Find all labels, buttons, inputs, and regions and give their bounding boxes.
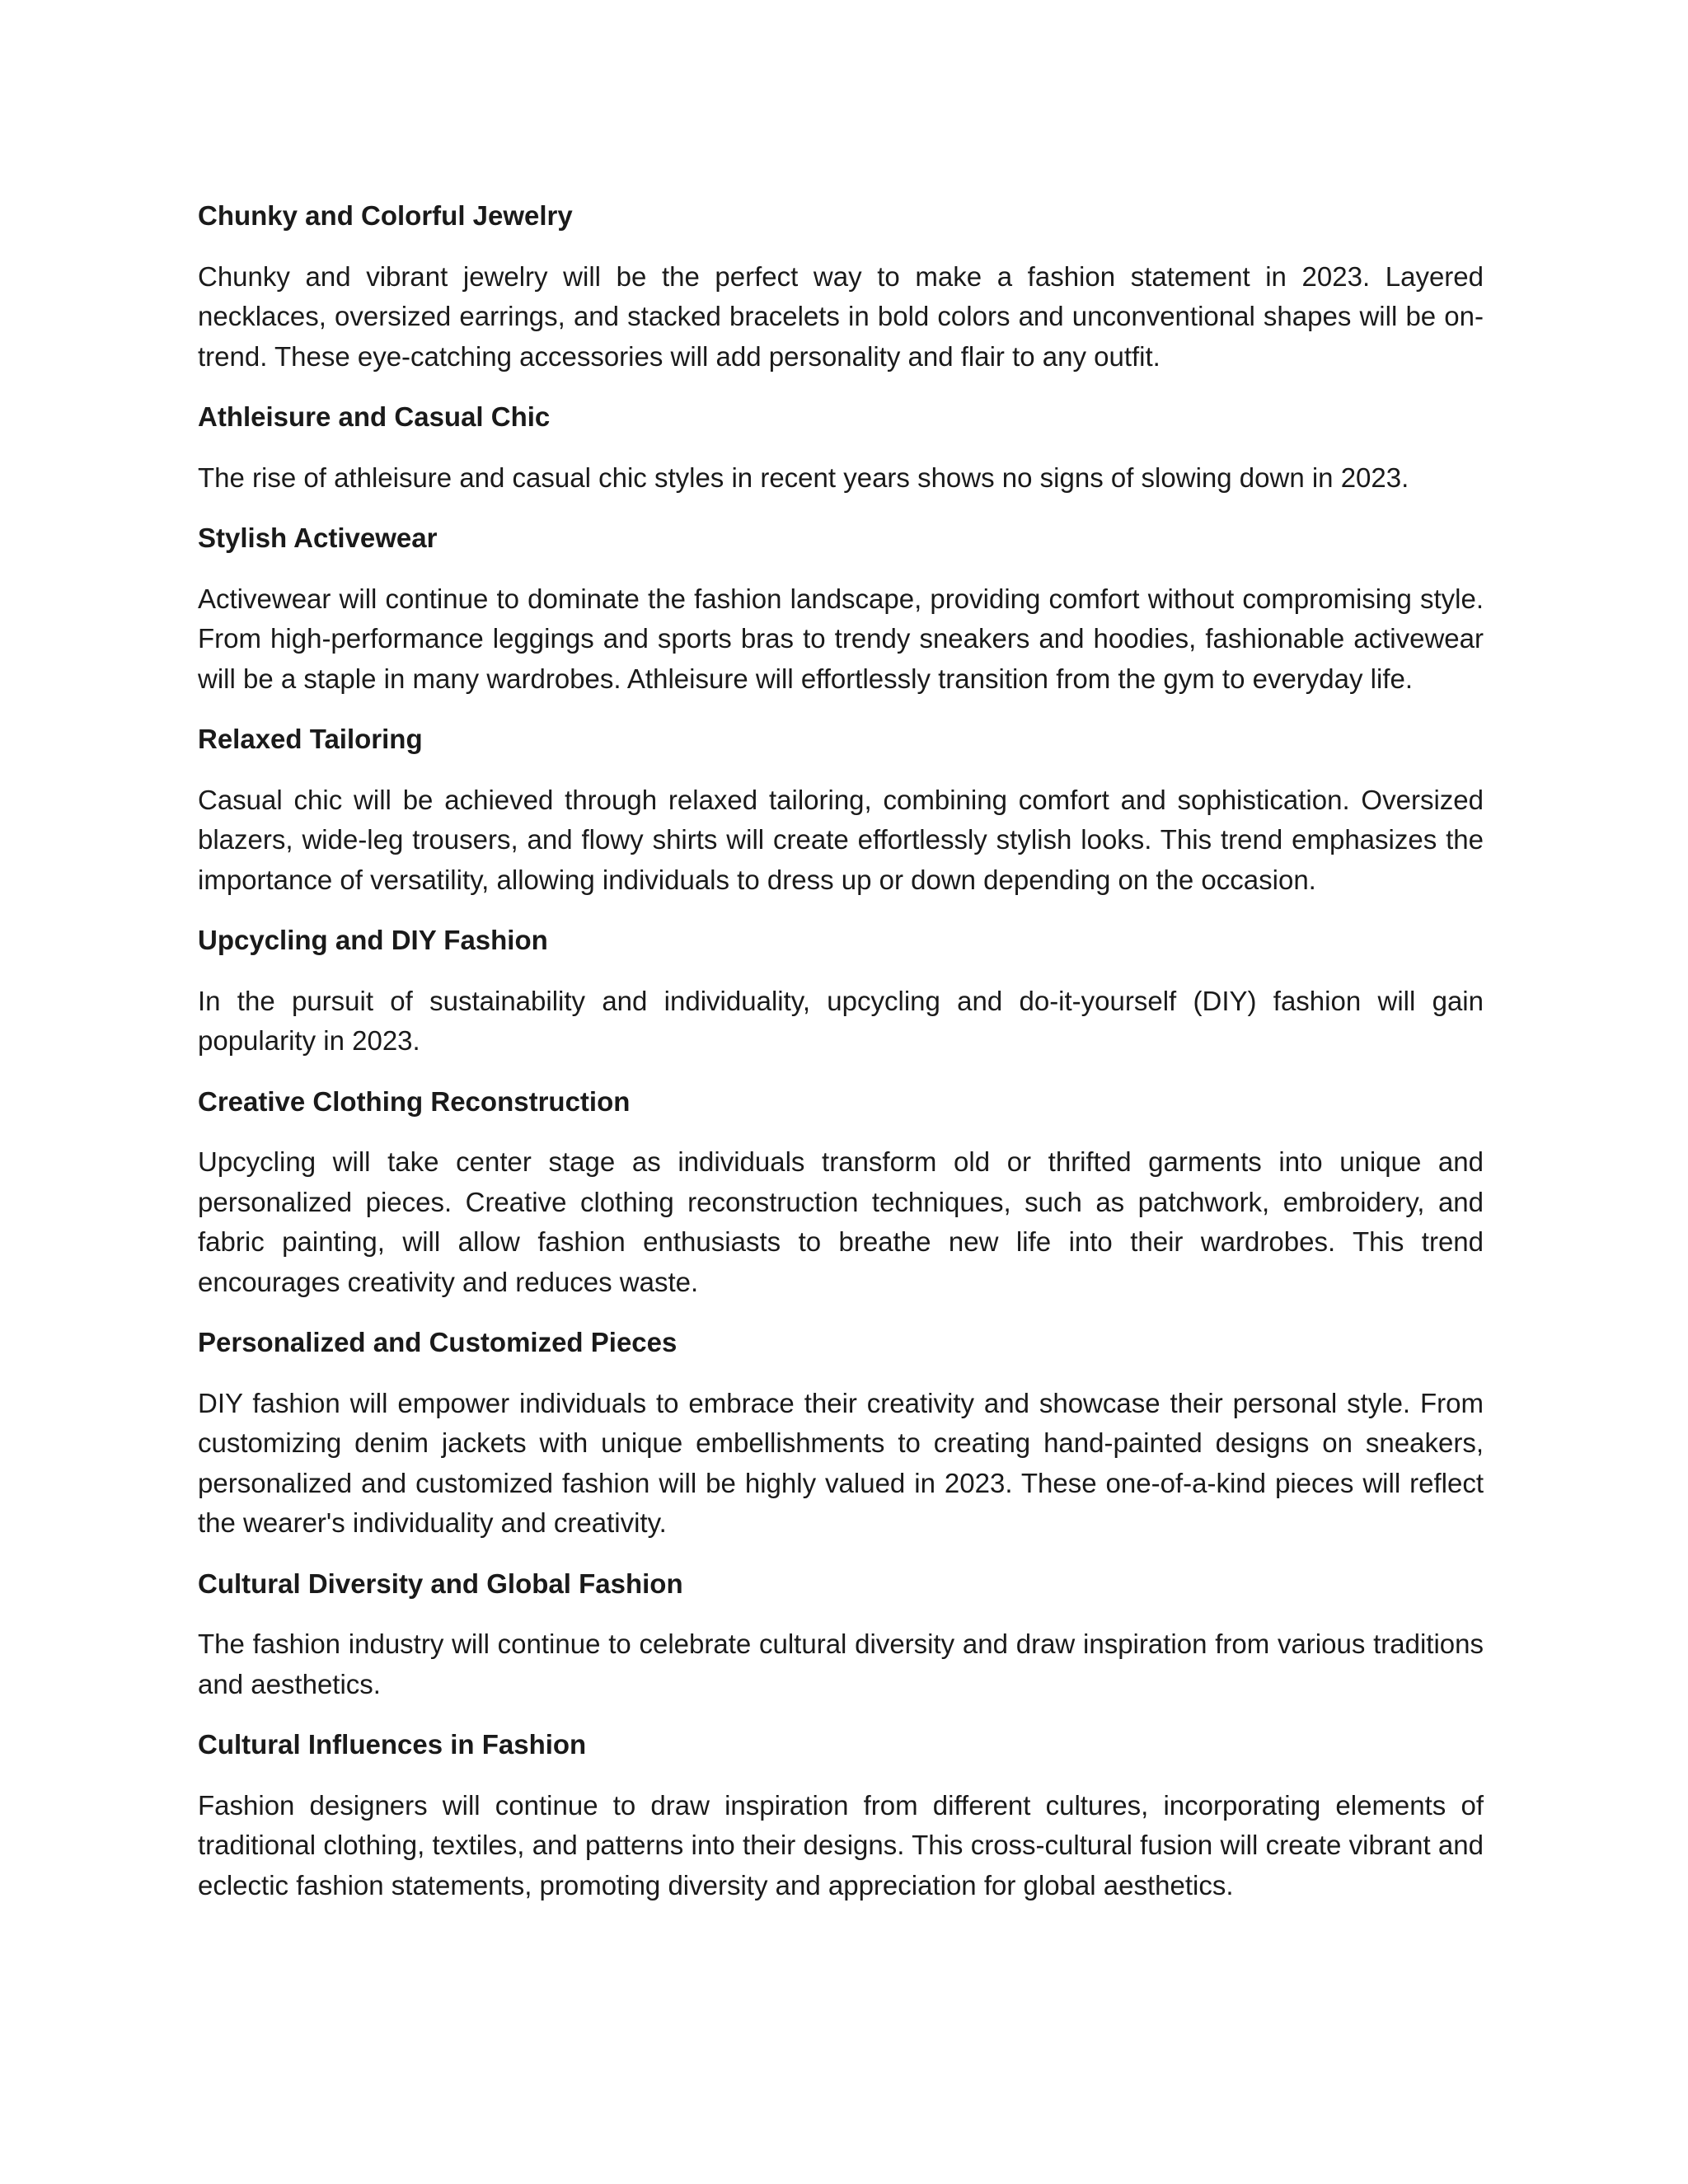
- section-stylish-activewear: [198, 518, 1484, 699]
- section-cultural-influences: [198, 1725, 1484, 1905]
- section-paragraph: DIY fashion will empower individuals to embrace their creativity and showcase their personal style. From customizing denim jackets with unique embellishments to creating hand-painted designs on sneakers, personalized and customized fashion will be highly valued in 2023. These one-of-a-kind pieces will reflect the wearer's individuality and creativity.: [198, 1387, 1484, 1538]
- section-personalized-pieces: [198, 1323, 1484, 1544]
- section-heading: Cultural Influences in Fashion: [198, 1729, 587, 1760]
- section-heading: Stylish Activewear: [198, 523, 438, 553]
- section-paragraph: Casual chic will be achieved through relaxed tailoring, combining comfort and sophistication. Oversized blazers, wide-leg trousers, and flowy shirts will create effortlessly stylish looks. This trend emphasizes the importance of versatility, allowing individuals to dress up or down depending on the occasion.: [198, 784, 1484, 895]
- section-heading: Chunky and Colorful Jewelry: [198, 200, 573, 231]
- section-paragraph: The fashion industry will continue to celebrate cultural diversity and draw inspiration from various traditions and aesthetics.: [198, 1629, 1484, 1699]
- section-heading: Cultural Diversity and Global Fashion: [198, 1568, 683, 1599]
- section-paragraph: Chunky and vibrant jewelry will be the perfect way to make a fashion statement in 2023. Layered necklaces, oversized earrings, and stacked bracelets in bold colors and unconventional shapes will be on-trend. These eye-catching accessories will add personality and flair to any outfit.: [198, 260, 1484, 372]
- section-athleisure: [198, 397, 1484, 498]
- section-paragraph: Fashion designers will continue to draw inspiration from different cultures, incorporating elements of traditional clothing, textiles, and patterns into their designs. This cross-cultural fusion will create vibrant and eclectic fashion statements, promoting diversity and appreciation for global aesthetics.: [198, 1789, 1484, 1900]
- section-upcycling-diy: [198, 921, 1484, 1062]
- section-paragraph: In the pursuit of sustainability and individuality, upcycling and do-it-yourself (DIY) fashion will gain popularity in 2023.: [198, 985, 1484, 1056]
- section-heading: Creative Clothing Reconstruction: [198, 1085, 631, 1117]
- section-cultural-diversity: [198, 1564, 1484, 1705]
- section-chunky-jewelry: [198, 196, 1484, 377]
- section-heading: Personalized and Customized Pieces: [198, 1327, 678, 1357]
- section-relaxed-tailoring: [198, 719, 1484, 900]
- document-page: [198, 196, 1484, 1926]
- section-heading: Relaxed Tailoring: [198, 724, 423, 754]
- section-heading: Athleisure and Casual Chic: [198, 401, 551, 432]
- section-paragraph: Upcycling will take center stage as individuals transform old or thrifted garments into unique and personalized pieces. Creative clothing reconstruction techniques, such as patchwork, embroidery, and fabric painting, will allow fashion enthusiasts to breathe new life into their wardrobes. This trend encourages creativity and reduces waste.: [198, 1146, 1484, 1297]
- section-clothing-reconstruction: [198, 1082, 1484, 1303]
- section-paragraph: Activewear will continue to dominate the fashion landscape, providing comfort without compromising style. From high-performance leggings and sports bras to trendy sneakers and hoodies, fashionable activewear will be a staple in many wardrobes. Athleisure will effortlessly transition from the gym to everyday life.: [198, 583, 1484, 694]
- section-paragraph: The rise of athleisure and casual chic styles in recent years shows no signs of slowing down in 2023.: [198, 462, 1409, 493]
- section-heading: Upcycling and DIY Fashion: [198, 925, 548, 955]
